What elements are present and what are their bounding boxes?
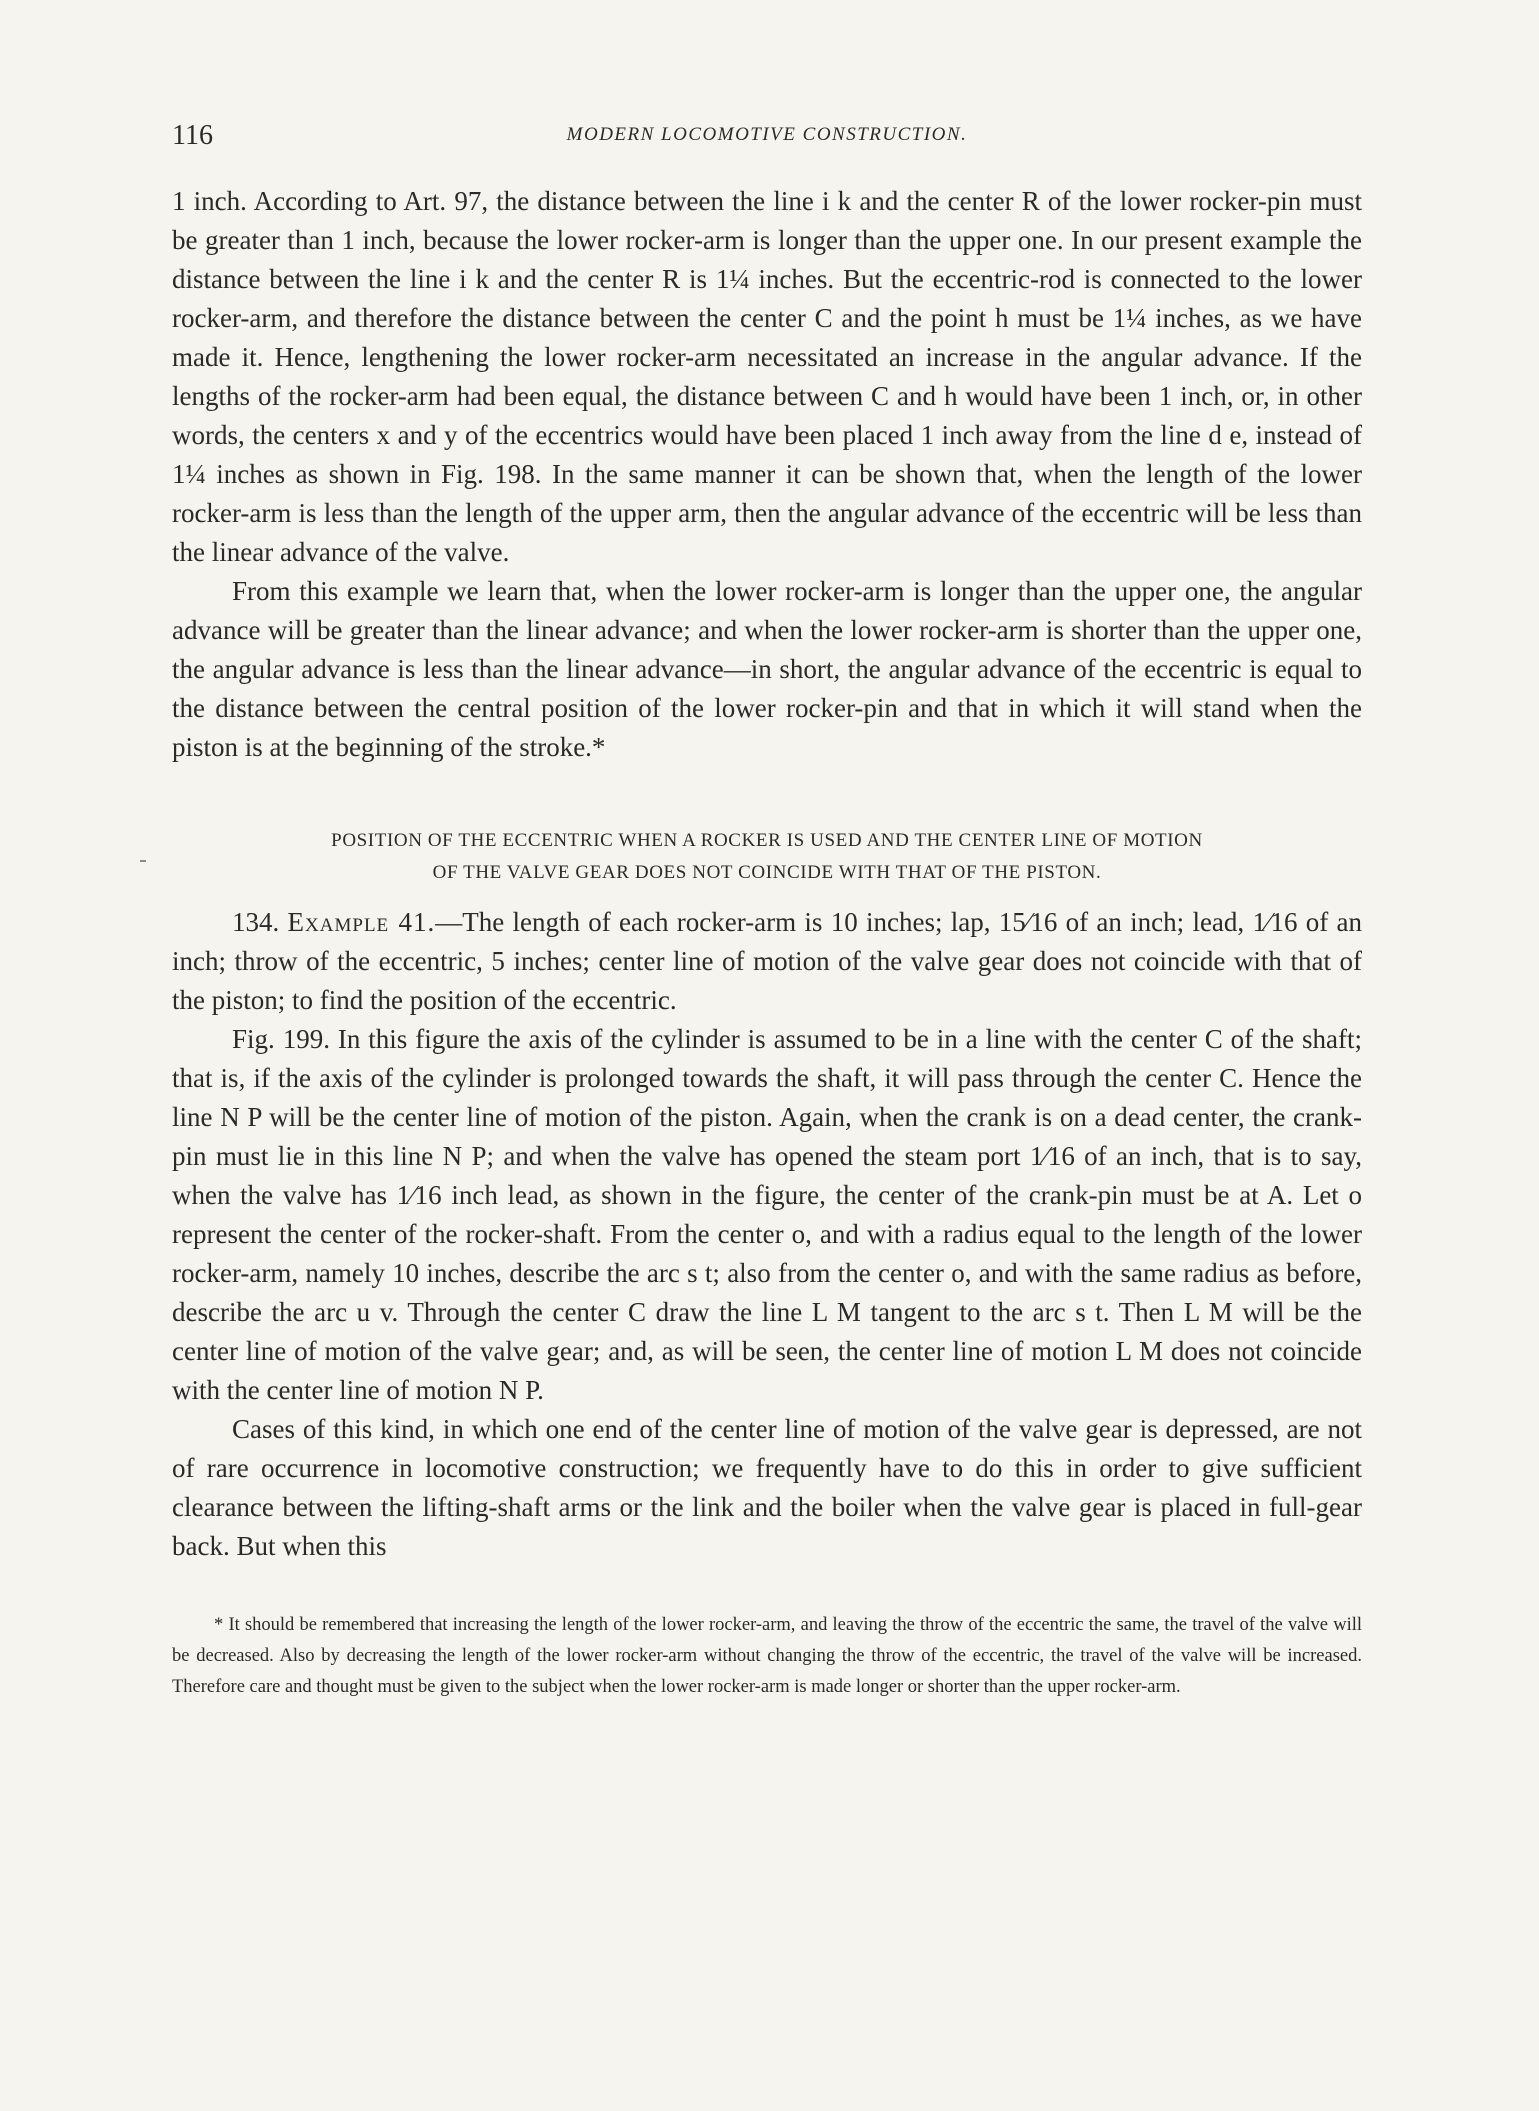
example-label: Example 41.: [287, 907, 436, 937]
page-number: 116: [172, 120, 213, 151]
figure-explanation-paragraph: Fig. 199. In this figure the axis of the cylinder is assumed to be in a line with the center C of the shaft; that is, if the axis of the cylinder is prolonged towards the shaft, it will pass through the center C. Hence the line N P will be the center line of motion of the piston. Again, when the crank is on a dead center, the crank-pin must lie in this line N P; and when the valve has opened the steam port 1⁄16 of an inch, that is to say, when the valve has 1⁄16 inch lead, as shown in the figure, the center of the crank-pin must be at A. Let o represent the center of the rocker-shaft. From the center o, and with a radius equal to the length of the lower rocker-arm, namely 10 inches, describe the arc s t; also from the center o, and with the same radius as before, describe the arc u v. Through the center C draw the line L M tangent to the arc s t. Then L M will be the center line of motion of the valve gear; and, as will be seen, the center line of motion L M does not coincide with the center line of motion N P.: [172, 1024, 1362, 1405]
paragraph-conclusion: From this example we learn that, when the lower rocker-arm is longer than the upper one, the angular advance will be greater than the linear advance; and when the lower rocker-arm is shorter than the upper one, the angular advance is less than the linear advance—in short, the angular advance of the eccentric is equal to the distance between the central position of the lower rocker-pin and that in which it will stand when the piston is at the beginning of the stroke.*: [172, 576, 1362, 762]
page-body: [172, 182, 1362, 1703]
page-header: [172, 120, 1362, 156]
example-text: —The length of each rocker-arm is 10 inches; lap, 15⁄16 of an inch; lead, 1⁄16 of an inch; throw of the eccentric, 5 inches; center line of motion of the valve gear does not coincide with that of the piston; to find the position of the eccentric.: [172, 907, 1363, 1015]
example-number: 134.: [232, 907, 280, 937]
margin-mark: [140, 860, 146, 862]
footnote: * It should be remembered that increasing the length of the lower rocker-arm, and leaving the throw of the eccentric the same, the travel of the valve will be decreased. Also by decreasing the length of the lower rocker-arm without changing the throw of the eccentric, the travel of the valve will be increased. Therefore care and thought must be given to the subject when the lower rocker-arm is made longer or shorter than the upper rocker-arm.: [172, 1615, 1362, 1697]
footnotes: [172, 1610, 1362, 1703]
cases-paragraph: Cases of this kind, in which one end of the center line of motion of the valve gear is depressed, are not of rare occurrence in locomotive construction; we frequently have to do this in order to give sufficient clearance between the lifting-shaft arms or the link and the boiler when the valve gear is placed in full-gear back. But when this: [172, 1414, 1362, 1561]
section-heading-line-2: OF THE VALVE GEAR DOES NOT COINCIDE WITH THAT OF THE PISTON.: [432, 862, 1102, 883]
paragraph-continued: 1 inch. According to Art. 97, the distance between the line i k and the center R of the lower rocker-pin must be greater than 1 inch, because the lower rocker-arm is longer than the upper one. In our present example the distance between the line i k and the center R is 1¼ inches. But the eccentric-rod is connected to the lower rocker-arm, and therefore the distance between the center C and the point h must be 1¼ inches, as we have made it. Hence, lengthening the lower rocker-arm necessitated an increase in the angular advance. If the lengths of the rocker-arm had been equal, the distance between C and h would have been 1 inch, or, in other words, the centers x and y of the eccentrics would have been placed 1 inch away from the line d e, instead of 1¼ inches as shown in Fig. 198. In the same manner it can be shown that, when the length of the lower rocker-arm is less than the length of the upper arm, then the angular advance of the eccentric will be less than the linear advance of the valve.: [172, 186, 1362, 567]
running-title: MODERN LOCOMOTIVE CONSTRUCTION.: [566, 124, 968, 145]
section-heading: [172, 825, 1362, 889]
example-paragraph: [172, 903, 1362, 1020]
section-heading-line-1: POSITION OF THE ECCENTRIC WHEN A ROCKER IS USED AND THE CENTER LINE OF MOTION: [331, 830, 1203, 851]
